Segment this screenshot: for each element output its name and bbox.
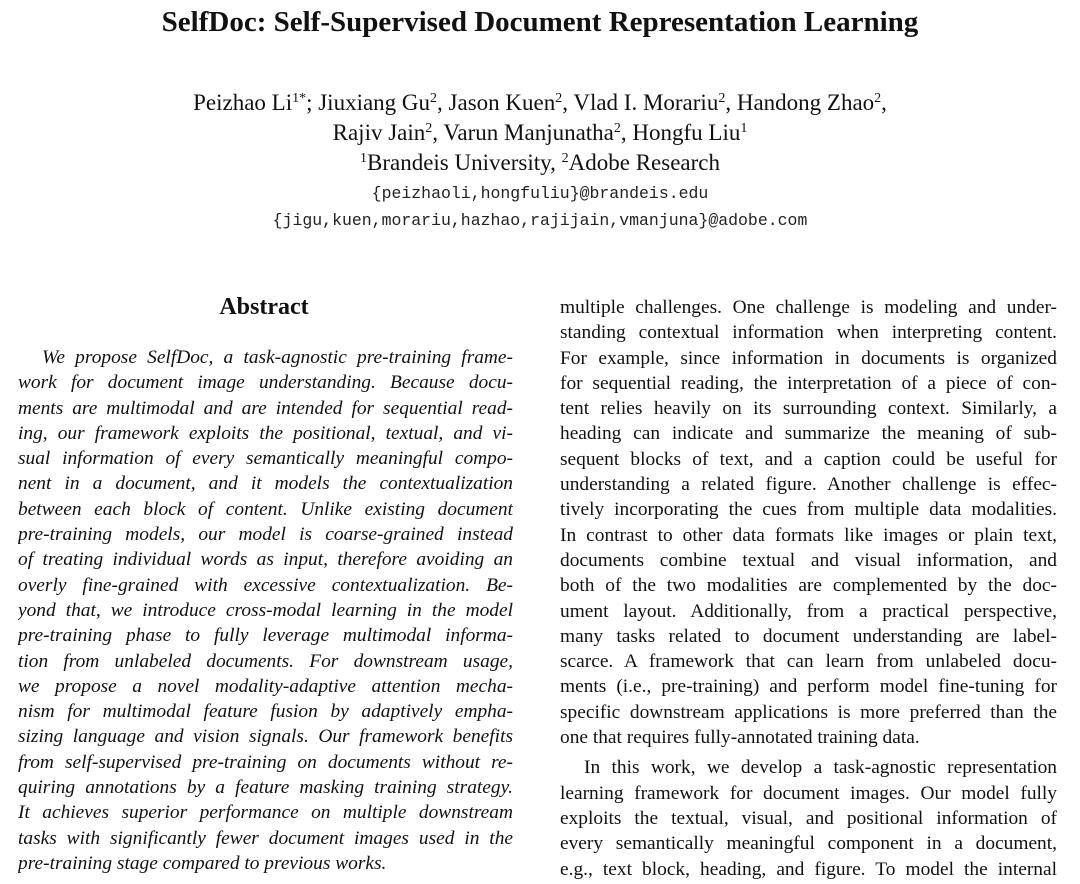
intro-line: heading can indicate and summarize the meaning of sub- <box>560 423 1057 445</box>
affiliation-mark: 2 <box>430 91 438 106</box>
intro-line: e.g., text block, heading, and figure. To model the internal <box>560 858 1057 880</box>
intro-line: every semantically meaningful component in a document, <box>560 833 1057 855</box>
affiliation-mark: 1 <box>360 151 367 166</box>
intro-line: one that requires fully-annotated training data. <box>560 727 920 749</box>
author-name: Vlad I. Morariu <box>573 90 719 115</box>
affiliation-mark: 1 <box>292 91 300 106</box>
affiliation-mark: 2 <box>425 121 433 136</box>
affiliations-line: $^1$Brandeis University, $^2$Adobe Research <box>360 150 720 175</box>
intro-line: In contrast to other data formats like images or plain text, <box>560 524 1057 546</box>
authors-line-2: Rajiv Jain$^2$, Varun Manjunatha$^2$, Hongfu Liu$^1$ <box>332 120 748 145</box>
abstract-line: from self-supervised pre-training on documents without re- <box>18 751 513 773</box>
abstract-line: between each block of content. Unlike existing document <box>18 498 513 520</box>
affiliation-name: Brandeis University <box>367 150 551 175</box>
abstract-line: work for document image understanding. Because docu- <box>18 372 513 394</box>
affiliation-name: Adobe Research <box>568 150 720 175</box>
abstract-line: ments are multimodal and are intended for sequential read- <box>18 397 513 419</box>
intro-line: specific downstream applications is more preferred than the <box>560 701 1057 723</box>
author-name: Jason Kuen <box>448 90 556 115</box>
abstract-line: we propose a novel modality-adaptive attention mecha- <box>18 675 513 697</box>
abstract-line: quiring annotations by a feature masking training strategy. <box>18 777 513 799</box>
abstract-line: pre-training models, our model is coarse-grained instead <box>18 524 513 546</box>
intro-line: both of the two modalities are complemented by the doc- <box>560 575 1057 597</box>
intro-line: tent relies heavily on its surrounding context. Similarly, a <box>560 398 1057 420</box>
intro-line: ments (i.e., pre-training) and perform model fine-tuning for <box>560 676 1057 698</box>
abstract-line: It achieves superior performance on multiple downstream <box>18 802 513 824</box>
paper-title: SelfDoc: Self-Supervised Document Representation Learning <box>161 6 919 38</box>
abstract-line: pre-training phase to fully leverage multimodal informa- <box>18 625 513 647</box>
intro-line: scarce. A framework that can learn from unlabeled docu- <box>560 651 1057 673</box>
abstract-line: yond that, we introduce cross-modal learning in the model <box>18 599 513 621</box>
email-line[interactable]: {peizhaoli,hongfuliu}@brandeis.edu <box>371 184 709 203</box>
intro-line: exploits the textual, visual, and positional information of <box>560 807 1057 829</box>
abstract-body <box>18 345 513 876</box>
affiliation-mark: 2 <box>561 151 569 166</box>
email-line[interactable]: {jigu,kuen,morariu,hazhao,rajijain,vmanjuna}@adobe.com <box>272 211 808 230</box>
intro-line: for sequential reading, the interpretation of a piece of con- <box>560 372 1057 394</box>
intro-line: understanding a related figure. Another challenge is effec- <box>560 474 1057 496</box>
abstract-heading: Abstract <box>219 294 309 320</box>
intro-line: standing contextual information when interpreting content. <box>560 322 1057 344</box>
author-name: Rajiv Jain <box>332 120 426 145</box>
abstract-line: of treating individual words as input, therefore avoiding an <box>18 549 513 571</box>
abstract-line: sizing language and vision signals. Our framework benefits <box>18 726 513 748</box>
abstract-line: nent in a document, and it models the contextualization <box>18 473 513 495</box>
abstract-line: tion from unlabeled documents. For downstream usage, <box>18 650 513 672</box>
abstract-line: ing, our framework exploits the positional, textual, and vi- <box>18 422 513 444</box>
affiliation-mark: 2 <box>555 91 563 106</box>
intro-line: many tasks related to document understanding are label- <box>560 625 1057 647</box>
abstract-line: We propose SelfDoc, a task-agnostic pre-training frame- <box>42 347 513 368</box>
intro-line: multiple challenges. One challenge is modeling and under- <box>560 297 1057 318</box>
intro-line: In this work, we develop a task-agnostic representation <box>584 757 1057 779</box>
abstract-line: tasks with significantly fewer document images used in the <box>18 827 513 849</box>
affiliation-mark: 2 <box>613 121 621 136</box>
authors-line-1: Peizhao $Li^{1*}$; Jiuxiang Gu$^2$, Jason Kuen$^2$, Vlad I. Morariu$^2$, Handong Zhao$^2$, <box>193 90 887 115</box>
abstract-line: nism for multimodal feature fusion by adaptively empha- <box>18 701 513 723</box>
intro-line: For example, since information in documents is organized <box>560 347 1057 369</box>
abstract-line: sual information of every semantically meaningful compo- <box>18 448 513 470</box>
affiliation-mark: 2 <box>874 91 882 106</box>
author-name: Varun Manjunatha <box>443 120 614 145</box>
intro-line: ument layout. Additionally, from a practical perspective, <box>560 600 1057 622</box>
author-block <box>0 88 1080 178</box>
corresponding-mark: * <box>299 91 307 106</box>
intro-line: learning framework for document images. Our model fully <box>560 782 1057 804</box>
affiliation-mark: 2 <box>718 91 726 106</box>
abstract-line: pre-training stage compared to previous works. <box>18 852 387 874</box>
author-name: Jiuxiang Gu <box>318 90 431 115</box>
author-name: Handong Zhao <box>736 90 875 115</box>
intro-line: sequent blocks of text, and a caption could be useful for <box>560 448 1057 470</box>
intro-line: tively incorporating the cues from multiple data modalities. <box>560 499 1057 521</box>
introduction-body <box>560 295 1057 882</box>
author-emails <box>0 180 1080 234</box>
author-name: Peizhao Li <box>193 90 293 115</box>
affiliation-mark: 1 <box>740 121 748 136</box>
intro-line: documents combine textual and visual information, and <box>560 549 1057 571</box>
abstract-line: overly fine-grained with excessive contextualization. Be- <box>18 574 513 596</box>
author-name: Hongfu Liu <box>632 120 741 145</box>
